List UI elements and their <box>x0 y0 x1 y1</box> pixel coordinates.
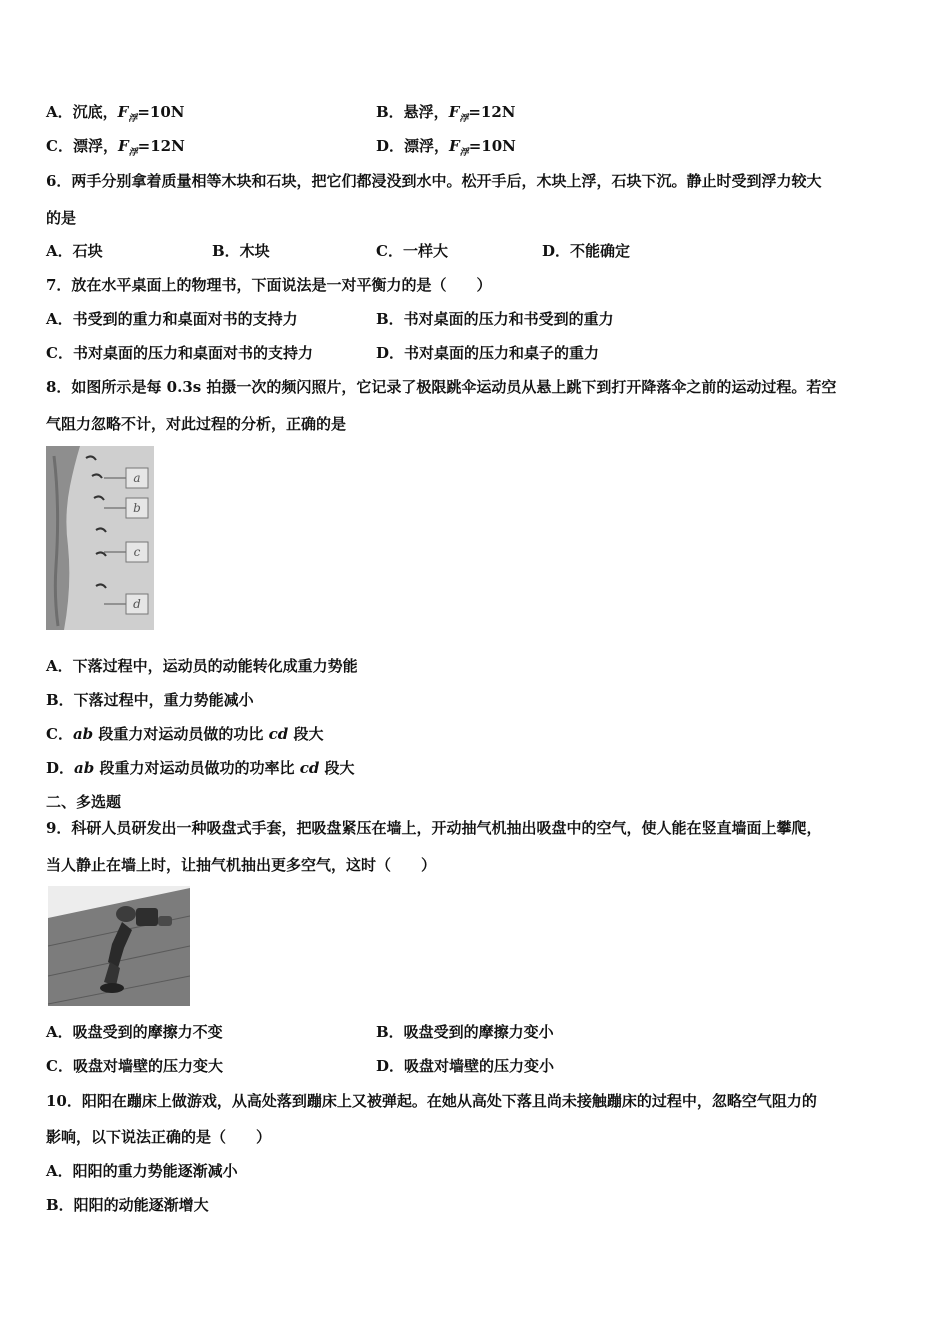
q9-stem-line1: 9．科研人员研发出一种吸盘式手套，把吸盘紧压在墙上，开动抽气机抽出吸盘中的空气，使人能在竖直墙面上攀爬， <box>46 819 822 837</box>
q7-option-b: B．书对桌面的压力和书受到的重力 <box>376 310 614 328</box>
q10-stem-line2: 影响，以下说法正确的是（ ） <box>46 1128 272 1146</box>
q10-stem-line1: 10．阳阳在蹦床上做游戏，从高处落到蹦床上又被弹起。在她从高处下落且尚未接触蹦床的过程中，忽略空气阻力的 <box>46 1092 817 1110</box>
skydiver-strobe-photo <box>46 446 154 630</box>
q8-stem-line1: 8．如图所示是每 0.3s 拍摄一次的频闪照片，它记录了极限跳伞运动员从悬上跳下到打开降落伞之前的运动过程。若空 <box>46 378 837 396</box>
q6-option-d: D．不能确定 <box>542 242 631 260</box>
q8-option-d: D．ab 段重力对运动员做功的功率比 cd 段大 <box>46 759 355 777</box>
q7-option-d: D．书对桌面的压力和桌子的重力 <box>376 344 600 362</box>
q7-stem: 7．放在水平桌面上的物理书，下面说法是一对平衡力的是（ ） <box>46 276 492 294</box>
q6-option-c: C．一样大 <box>376 242 448 260</box>
fig-label-b: b <box>133 501 141 515</box>
q9-option-a: A．吸盘受到的摩擦力不变 <box>46 1023 223 1041</box>
fig-label-a: a <box>133 471 141 485</box>
q10-option-a: A．阳阳的重力势能逐渐减小 <box>46 1162 238 1180</box>
q9-option-d: D．吸盘对墙壁的压力变小 <box>376 1057 555 1075</box>
q9-option-b: B．吸盘受到的摩擦力变小 <box>376 1023 554 1041</box>
q8-option-c: C．ab 段重力对运动员做的功比 cd 段大 <box>46 725 324 743</box>
climber-photo <box>48 886 190 1006</box>
q6-option-a: A．石块 <box>46 242 103 260</box>
q8-option-b: B．下落过程中，重力势能减小 <box>46 691 254 709</box>
fig-label-c: c <box>133 545 141 559</box>
section-heading-multi-choice: 二、多选题 <box>46 793 122 811</box>
q6-stem-line2: 的是 <box>46 209 77 227</box>
fig-label-d: d <box>133 597 141 611</box>
q9-option-c: C．吸盘对墙壁的压力变大 <box>46 1057 223 1075</box>
q9-stem-line2: 当人静止在墙上时，让抽气机抽出更多空气，这时（ ） <box>46 856 437 874</box>
q8-option-a: A．下落过程中，运动员的动能转化成重力势能 <box>46 657 358 675</box>
q6-stem-line1: 6．两手分别拿着质量相等木块和石块，把它们都浸没到水中。松开手后，木块上浮，石块下沉。静止时受到浮力较大 <box>46 172 822 190</box>
q5-option-b: B．悬浮，$F_浮=12N$ <box>376 103 516 124</box>
q5-option-d: D．漂浮，$F_浮=10N$ <box>376 137 516 158</box>
q10-option-b: B．阳阳的动能逐渐增大 <box>46 1196 209 1214</box>
skydiver-strobe-graphic <box>46 446 154 630</box>
q7-option-c: C．书对桌面的压力和桌面对书的支持力 <box>46 344 313 362</box>
q7-option-a: A．书受到的重力和桌面对书的支持力 <box>46 310 298 328</box>
climber-graphic <box>48 886 190 1006</box>
q8-stem-line2: 气阻力忽略不计，对此过程的分析，正确的是 <box>46 415 347 433</box>
q6-option-b: B．木块 <box>212 242 270 260</box>
q5-option-a: A．沉底，$F_浮=10N$ <box>46 103 185 124</box>
q5-option-c: C．漂浮，$F_浮=12N$ <box>46 137 185 158</box>
